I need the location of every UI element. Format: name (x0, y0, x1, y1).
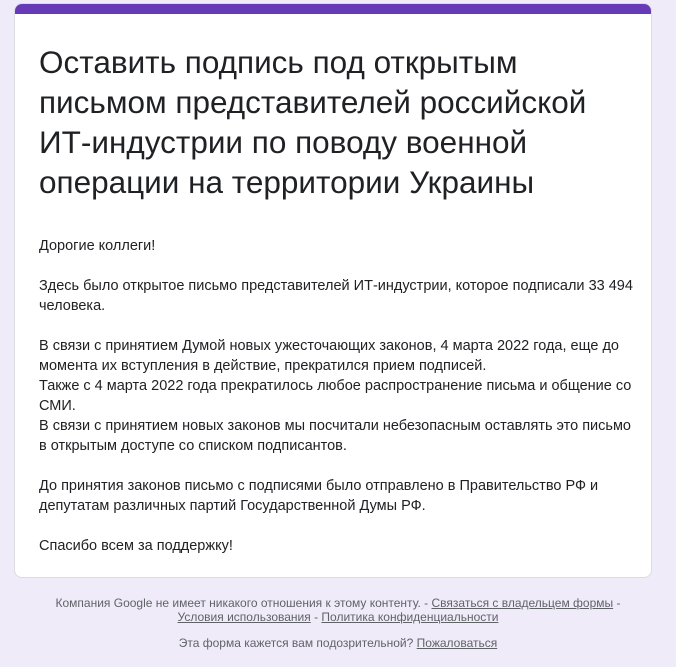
footer-separator: - (420, 596, 432, 610)
description-line: Также с 4 марта 2022 года прекратилось любое распространение письма и общение со СМИ. (39, 378, 632, 414)
description-line: Дорогие коллеги! (39, 238, 156, 254)
description-paragraph (39, 336, 639, 456)
footer-links-row (0, 610, 676, 624)
footer-disclaimer-row (0, 596, 676, 610)
description-line: В связи с принятием новых законов мы посчитали небезопасным оставлять это письмо в открытым доступе со списком подписантов. (39, 418, 631, 454)
form-header-card (14, 3, 652, 578)
privacy-link[interactable]: Политика конфиденциальности (321, 610, 499, 624)
description-line: В связи с принятием Думой новых ужесточающих законов, 4 марта 2022 года, еще до момента их вступления в действие, прекратился прием подписей. (39, 338, 619, 374)
contact-owner-link[interactable]: Связаться с владельцем формы (431, 596, 614, 610)
description-paragraph (39, 276, 639, 316)
card-accent-bar (15, 4, 651, 14)
description-paragraph (39, 236, 639, 256)
report-abuse-row (0, 636, 676, 650)
page-footer (0, 596, 676, 624)
report-abuse-link[interactable]: Пожаловаться (416, 636, 498, 650)
footer-separator: - (613, 596, 621, 610)
form-title: Оставить подпись под открытым письмом представителей российской ИТ-индустрии по поводу военной операции на территории Украины (39, 44, 587, 200)
footer-separator: - (310, 610, 322, 624)
description-line: Здесь было открытое письмо представителей ИТ-индустрии, которое подписали 33 494 человека. (39, 278, 633, 314)
description-paragraph (39, 476, 639, 516)
description-paragraph (39, 536, 639, 556)
footer-disclaimer: Компания Google не имеет никакого отношения к этому контенту. (55, 596, 421, 610)
description-line: Спасибо всем за поддержку! (39, 538, 233, 554)
form-description (39, 236, 639, 576)
suspicious-text: Эта форма кажется вам подозрительной? (178, 636, 414, 650)
terms-link[interactable]: Условия использования (177, 610, 311, 624)
description-line: До принятия законов письмо с подписями было отправлено в Правительство РФ и депутатам различных партий Государственной Думы РФ. (39, 478, 599, 514)
